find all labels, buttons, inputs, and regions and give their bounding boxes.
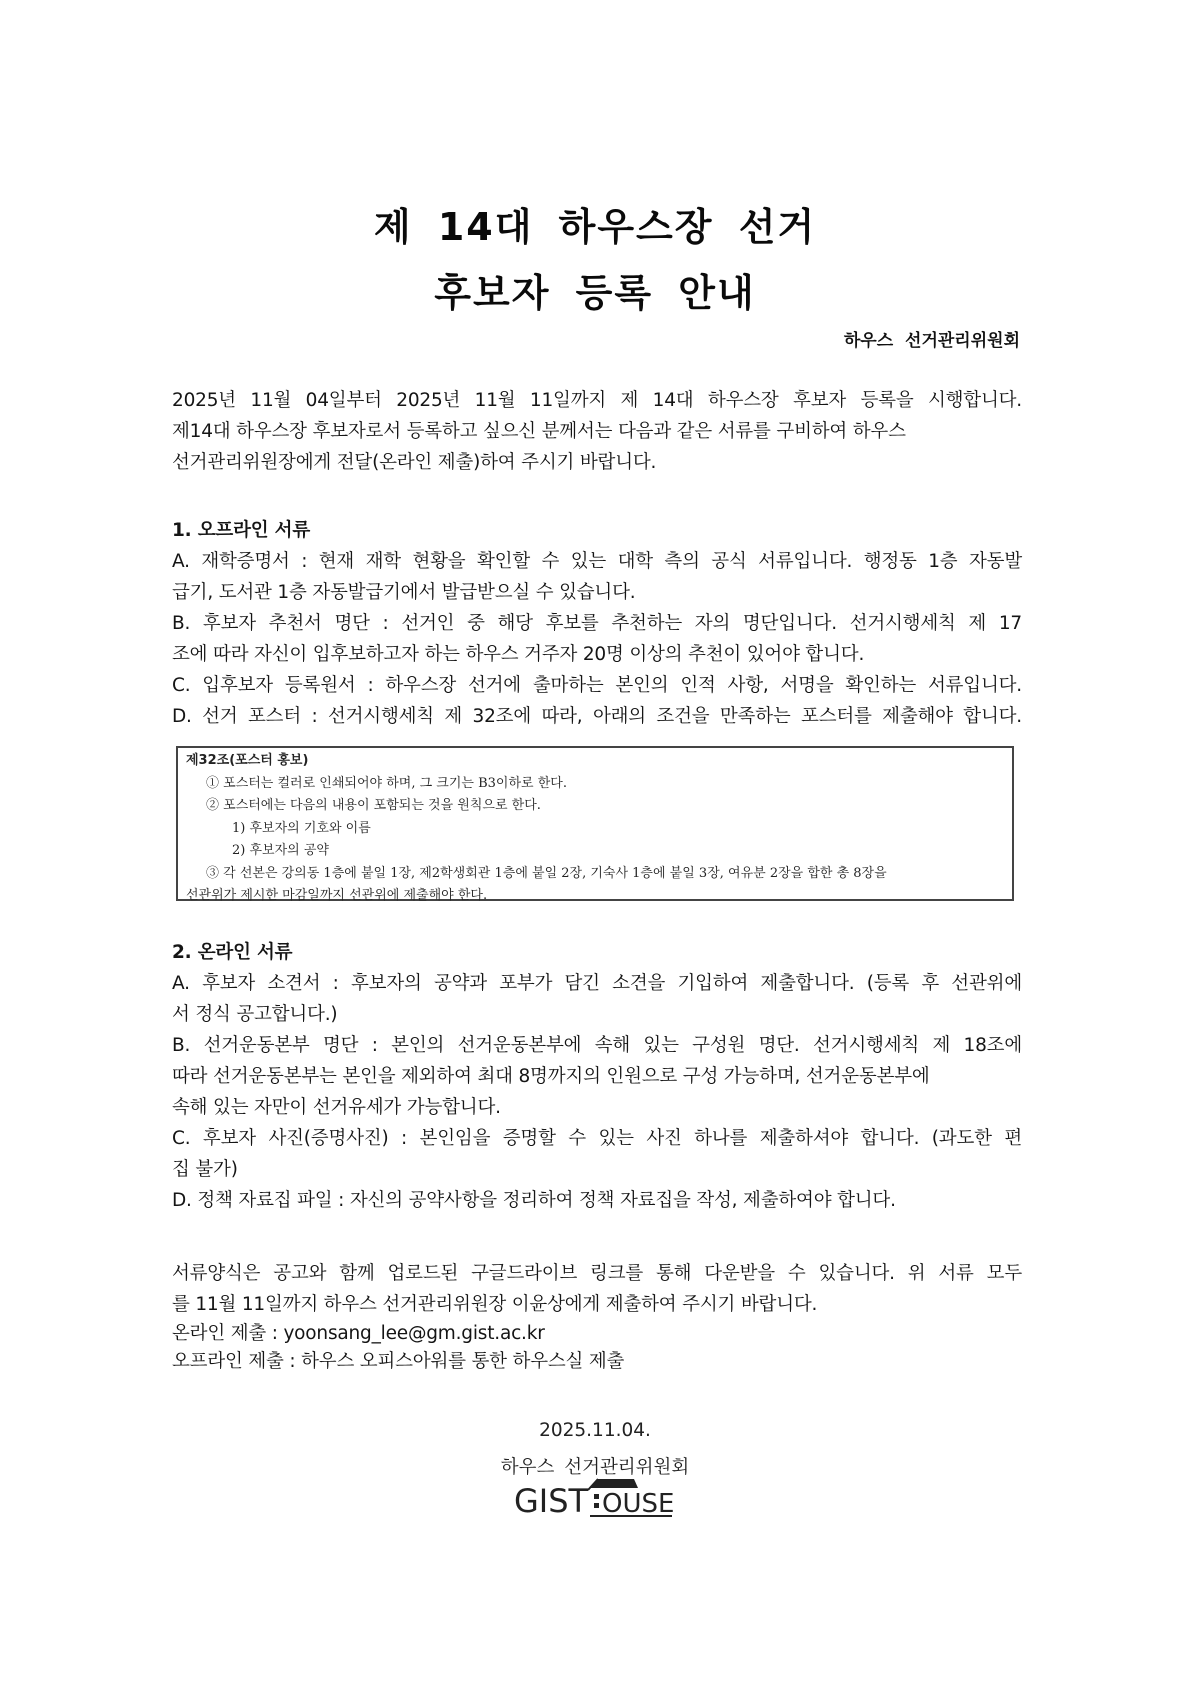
document-title-line2: 후보자 등록 안내: [434, 271, 756, 315]
intro-paragraph: [172, 385, 1022, 478]
section-heading: 2. 온라인 서류: [172, 942, 293, 963]
regulation-subitem: 1) 후보자의 기호와 이름: [232, 820, 371, 836]
section-line: B. 후보자 추천서 명단 : 선거인 중 해당 후보를 추천하는 자의 명단입니다. 선거시행세칙 제 17: [172, 613, 1022, 634]
section-online-documents: [172, 937, 1022, 1216]
submission-email: yoonsang_lee@gm.gist.ac.kr: [283, 1323, 545, 1344]
regulation-item-continuation: 선관위가 제시한 마감일까지 선관위에 제출해야 한다.: [186, 888, 488, 903]
issuer: 하우스 선거관리위원회: [843, 331, 1020, 351]
section-line: 집 불가): [172, 1159, 238, 1180]
regulation-subitem: 2) 후보자의 공약: [232, 843, 329, 858]
regulation-item: ② 포스터에는 다음의 내용이 포함되는 것을 원칙으로 한다.: [206, 798, 541, 813]
regulation-title: 제32조(포스터 홍보): [186, 753, 309, 768]
closing-line: 를 11월 11일까지 하우스 선거관리위원장 이윤상에게 제출하여 주시기 바랍니다.: [172, 1294, 818, 1315]
logo-text-gist: GIST: [514, 1482, 589, 1520]
closing-line: 서류양식은 공고와 함께 업로드된 구글드라이브 링크를 통해 다운받을 수 있습니다. 위 서류 모두: [172, 1263, 1022, 1284]
section-heading: 1. 오프라인 서류: [172, 520, 311, 541]
section-line: A. 재학증명서 : 현재 재학 현황을 확인할 수 있는 대학 측의 공식 서류입니다. 행정동 1층 자동발: [172, 551, 1022, 572]
section-line: C. 후보자 사진(증명사진) : 본인임을 증명할 수 있는 사진 하나를 제출하셔야 합니다. (과도한 편: [172, 1128, 1022, 1149]
section-line: 따라 선거운동본부는 본인을 제외하여 최대 8명까지의 인원으로 구성 가능하며, 선거운동본부에: [172, 1066, 930, 1087]
poster-regulation-box: [176, 746, 1014, 901]
footer-issuer: 하우스 선거관리위원회: [500, 1457, 690, 1478]
section-line: A. 후보자 소견서 : 후보자의 공약과 포부가 담긴 소견을 기입하여 제출합니다. (등록 후 선관위에: [172, 973, 1022, 994]
logo-text-ouse: OUSE: [602, 1489, 675, 1519]
offline-submission: 오프라인 제출 : 하우스 오피스아워를 통한 하우스실 제출: [172, 1351, 625, 1372]
intro-line: 제14대 하우스장 후보자로서 등록하고 싶으신 분께서는 다음과 같은 서류를 구비하여 하우스: [172, 421, 906, 442]
gist-house-logo: [514, 1472, 684, 1522]
section-line: C. 입후보자 등록원서 : 하우스장 선거에 출마하는 본인의 인적 사항, 서명을 확인하는 서류입니다.: [172, 675, 1022, 696]
section-offline-documents: [172, 515, 1022, 732]
intro-line: 2025년 11월 04일부터 2025년 11월 11일까지 제 14대 하우스장 후보자 등록을 시행합니다.: [172, 390, 1022, 411]
regulation-item: ③ 각 선본은 강의동 1층에 붙일 1장, 제2학생회관 1층에 붙일 2장, 기숙사 1층에 붙일 3장, 여유분 2장을 합한 총 8장을: [206, 865, 887, 881]
house-logo-icon: [514, 1472, 684, 1522]
section-line: B. 선거운동본부 명단 : 본인의 선거운동본부에 속해 있는 구성원 명단. 선거시행세칙 제 18조에: [172, 1035, 1022, 1056]
intro-line: 선거관리위원장에게 전달(온라인 제출)하여 주시기 바랍니다.: [172, 452, 657, 473]
regulation-item: ① 포스터는 컬러로 인쇄되어야 하며, 그 크기는 B3이하로 한다.: [206, 775, 567, 791]
section-line: D. 정책 자료집 파일 : 자신의 공약사항을 정리하여 정책 자료집을 작성, 제출하여야 합니다.: [172, 1190, 896, 1211]
section-line: 속해 있는 자만이 선거유세가 가능합니다.: [172, 1097, 501, 1118]
section-line: 급기, 도서관 1층 자동발급기에서 발급받으실 수 있습니다.: [172, 582, 636, 603]
section-line: 서 정식 공고합니다.): [172, 1004, 338, 1025]
section-line: 조에 따라 자신이 입후보하고자 하는 하우스 거주자 20명 이상의 추천이 있어야 합니다.: [172, 644, 865, 665]
closing-paragraph: [172, 1258, 1022, 1376]
section-line: D. 선거 포스터 : 선거시행세칙 제 32조에 따라, 아래의 조건을 만족하는 포스터를 제출해야 합니다.: [172, 706, 1022, 727]
issue-date: 2025.11.04.: [539, 1420, 651, 1441]
document-title-line1: 제 14대 하우스장 선거: [373, 205, 817, 249]
online-submission: [172, 1320, 1022, 1348]
online-submission-label: 온라인 제출 :: [172, 1323, 284, 1344]
